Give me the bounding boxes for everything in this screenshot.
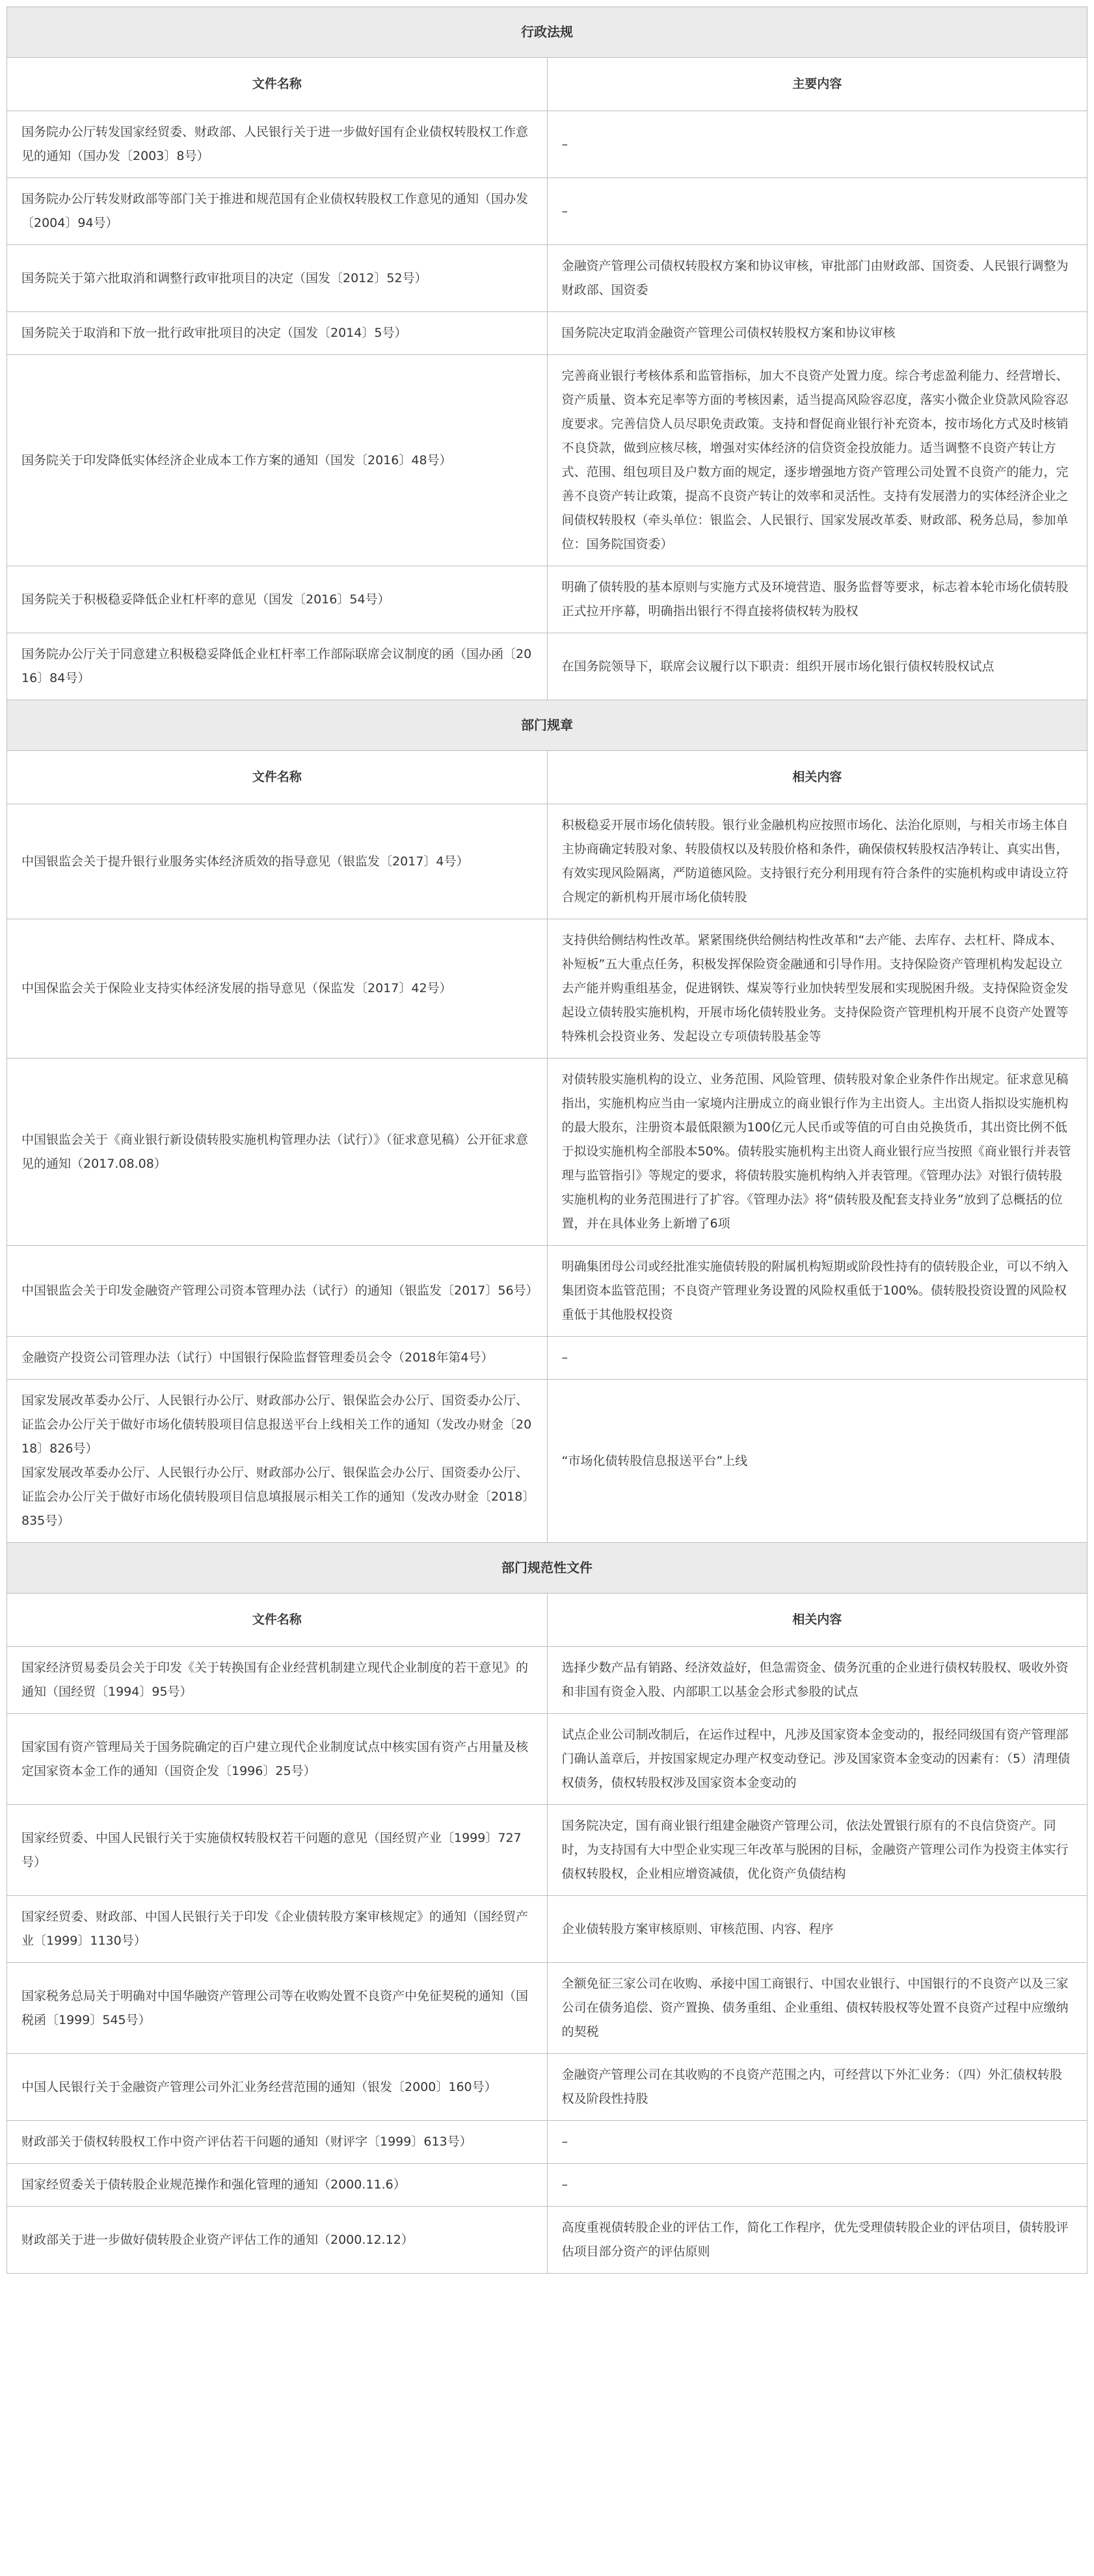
content-cell: 国务院决定，国有商业银行组建金融资产管理公司，依法处置银行原有的不良信贷资产。同时，为支持国有大中型企业实现三年改革与脱困的目标，金融资产管理公司作为投资主体实行债权转股权，企业相应增资减债，优化资产负债结构 [547,1805,1087,1896]
document-name-cell: 国家税务总局关于明确对中国华融资产管理公司等在收购处置不良资产中免征契税的通知（国税函〔1999〕545号） [7,1963,548,2054]
content-cell: 对债转股实施机构的设立、业务范围、风险管理、债转股对象企业条件作出规定。征求意见稿指出，实施机构应当由一家境内注册成立的商业银行作为主出资人。主出资人指拟设实施机构的最大股东，注册资本最低限额为100亿元人民币或等值的可自由兑换货币，其出资比例不低于拟设实施机构全部股本50%。债转股实施机构主出资人商业银行应当按照《商业银行并表管理与监管指引》等规定的要求，将债转股实施机构纳入并表管理。《管理办法》对银行债转股实施机构的业务范围进行了扩容。《管理办法》将“债转股及配套支持业务”放到了总概括的位置，并在具体业务上新增了6项 [547,1058,1087,1246]
table-row [7,1963,1087,2054]
section-header [7,7,1087,58]
table-row [7,1337,1087,1380]
content-cell: 明确了债转股的基本原则与实施方式及环境营造、服务监督等要求，标志着本轮市场化债转股正式拉开序幕，明确指出银行不得直接将债权转为股权 [547,566,1087,633]
table-row [7,178,1087,245]
table-row [7,2121,1087,2164]
table-row [7,1647,1087,1714]
document-name-cell: 国家经贸委关于债转股企业规范操作和强化管理的通知（2000.11.6） [7,2164,548,2207]
column-header-name: 文件名称 [7,58,548,111]
section-title: 部门规章 [7,700,1087,751]
table-row [7,111,1087,178]
content-cell: 金融资产管理公司在其收购的不良资产范围之内，可经营以下外汇业务：（四）外汇债权转股权及阶段性持股 [547,2054,1087,2121]
section-header [7,700,1087,751]
content-cell: – [547,178,1087,245]
table-row [7,2054,1087,2121]
document-name-cell: 国务院关于积极稳妥降低企业杠杆率的意见（国发〔2016〕54号） [7,566,548,633]
document-name-cell: 国务院关于取消和下放一批行政审批项目的决定（国发〔2014〕5号） [7,312,548,355]
content-cell: – [547,2164,1087,2207]
table-row [7,919,1087,1058]
document-name-cell: 国家国有资产管理局关于国务院确定的百户建立现代企业制度试点中核实国有资产占用量及核定国家资本金工作的通知（国资企发〔1996〕25号） [7,1714,548,1805]
document-name-cell: 财政部关于进一步做好债转股企业资产评估工作的通知（2000.12.12） [7,2207,548,2274]
table-row [7,633,1087,700]
content-cell: “市场化债转股信息报送平台”上线 [547,1380,1087,1543]
content-cell: 完善商业银行考核体系和监管指标，加大不良资产处置力度。综合考虑盈利能力、经营增长、资产质量、资本充足率等方面的考核因素，适当提高风险容忍度，落实小微企业贷款风险容忍度要求。完善信贷人员尽职免责政策。支持和督促商业银行补充资本，按市场化方式及时核销不良贷款，做到应核尽核，增强对实体经济的信贷资金投放能力。适当调整不良资产转让方式、范围、组包项目及户数方面的规定，逐步增强地方资产管理公司处置不良资产的能力，完善不良资产转让政策，提高不良资产转让的效率和灵活性。支持有发展潜力的实体经济企业之间债权转股权（牵头单位：银监会、人民银行、国家发展改革委、财政部、税务总局，参加单位：国务院国资委） [547,355,1087,566]
content-cell: – [547,111,1087,178]
table-row [7,245,1087,312]
content-cell: – [547,1337,1087,1380]
content-cell: 企业债转股方案审核原则、审核范围、内容、程序 [547,1896,1087,1963]
table-row [7,312,1087,355]
document-name-cell: 国务院办公厅转发财政部等部门关于推进和规范国有企业债权转股权工作意见的通知（国办发〔2004〕94号） [7,178,548,245]
document-name-cell: 国家发展改革委办公厅、人民银行办公厅、财政部办公厅、银保监会办公厅、国资委办公厅、证监会办公厅关于做好市场化债转股项目信息报送平台上线相关工作的通知（发改办财金〔2018〕826号） 国家发展改革委办公厅、人民银行办公厅、财政部办公厅、银保监会办公厅、国资委办公厅、证监会办公厅关于做好市场化债转股项目信息填报展示相关工作的通知（发改办财金〔2018〕835号） [7,1380,548,1543]
content-cell: – [547,2121,1087,2164]
column-header-content: 相关内容 [547,751,1087,804]
table-row [7,804,1087,919]
section-header [7,1543,1087,1594]
document-name-cell: 金融资产投资公司管理办法（试行）中国银行保险监督管理委员会令（2018年第4号） [7,1337,548,1380]
document-name-cell: 财政部关于债权转股权工作中资产评估若干问题的通知（财评字〔1999〕613号） [7,2121,548,2164]
table-row [7,2164,1087,2207]
document-name-cell: 国务院办公厅关于同意建立积极稳妥降低企业杠杆率工作部际联席会议制度的函（国办函〔2016〕84号） [7,633,548,700]
content-cell: 国务院决定取消金融资产管理公司债权转股权方案和协议审核 [547,312,1087,355]
document-name-cell: 国务院办公厅转发国家经贸委、财政部、人民银行关于进一步做好国有企业债权转股权工作意见的通知（国办发〔2003〕8号） [7,111,548,178]
table-row [7,1058,1087,1246]
table-row [7,1805,1087,1896]
column-header-row [7,1594,1087,1647]
section-title: 部门规范性文件 [7,1543,1087,1594]
content-cell: 金融资产管理公司债权转股权方案和协议审核，审批部门由财政部、国资委、人民银行调整为财政部、国资委 [547,245,1087,312]
document-name-cell: 中国银监会关于印发金融资产管理公司资本管理办法（试行）的通知（银监发〔2017〕56号） [7,1246,548,1337]
table-row [7,2207,1087,2274]
document-name-cell: 中国保监会关于保险业支持实体经济发展的指导意见（保监发〔2017〕42号） [7,919,548,1058]
content-cell: 全额免征三家公司在收购、承接中国工商银行、中国农业银行、中国银行的不良资产以及三家公司在债务追偿、资产置换、债务重组、企业重组、债权转股权等处置不良资产过程中应缴纳的契税 [547,1963,1087,2054]
column-header-row [7,751,1087,804]
column-header-content: 相关内容 [547,1594,1087,1647]
column-header-content: 主要内容 [547,58,1087,111]
content-cell: 在国务院领导下，联席会议履行以下职责：组织开展市场化银行债权转股权试点 [547,633,1087,700]
regulations-table [7,7,1087,2274]
table-row [7,1246,1087,1337]
document-name-cell: 中国银监会关于《商业银行新设债转股实施机构管理办法（试行）》（征求意见稿）公开征求意见的通知（2017.08.08） [7,1058,548,1246]
column-header-name: 文件名称 [7,751,548,804]
table-row [7,1380,1087,1543]
table-row [7,355,1087,566]
document-name-cell: 国务院关于印发降低实体经济企业成本工作方案的通知（国发〔2016〕48号） [7,355,548,566]
document-name-cell: 中国银监会关于提升银行业服务实体经济质效的指导意见（银监发〔2017〕4号） [7,804,548,919]
document-name-cell: 国家经贸委、财政部、中国人民银行关于印发《企业债转股方案审核规定》的通知（国经贸产业〔1999〕1130号） [7,1896,548,1963]
document-name-cell: 国家经贸委、中国人民银行关于实施债权转股权若干问题的意见（国经贸产业〔1999〕727号） [7,1805,548,1896]
content-cell: 支持供给侧结构性改革。紧紧围绕供给侧结构性改革和“去产能、去库存、去杠杆、降成本、补短板”五大重点任务，积极发挥保险资金融通和引导作用。支持保险资产管理机构发起设立去产能并购重组基金，促进钢铁、煤炭等行业加快转型发展和实现脱困升级。支持保险资金发起设立债转股实施机构，开展市场化债转股业务。支持保险资产管理机构开展不良资产处置等特殊机会投资业务、发起设立专项债转股基金等 [547,919,1087,1058]
table-row [7,566,1087,633]
document-name-cell: 中国人民银行关于金融资产管理公司外汇业务经营范围的通知（银发〔2000〕160号） [7,2054,548,2121]
document-name-cell: 国家经济贸易委员会关于印发《关于转换国有企业经营机制建立现代企业制度的若干意见》的通知（国经贸〔1994〕95号） [7,1647,548,1714]
content-cell: 选择少数产品有销路、经济效益好，但急需资金、债务沉重的企业进行债权转股权、吸收外资和非国有资金入股、内部职工以基金会形式参股的试点 [547,1647,1087,1714]
document-name-cell: 国务院关于第六批取消和调整行政审批项目的决定（国发〔2012〕52号） [7,245,548,312]
table-row [7,1896,1087,1963]
content-cell: 积极稳妥开展市场化债转股。银行业金融机构应按照市场化、法治化原则，与相关市场主体自主协商确定转股对象、转股债权以及转股价格和条件，确保债权转股权洁净转让、真实出售，有效实现风险隔离，严防道德风险。支持银行充分利用现有符合条件的实施机构或申请设立符合规定的新机构开展市场化债转股 [547,804,1087,919]
content-cell: 试点企业公司制改制后，在运作过程中，凡涉及国家资本金变动的，报经同级国有资产管理部门确认盖章后，并按国家规定办理产权变动登记。涉及国家资本金变动的因素有：（5）清理债权债务，债权转股权涉及国家资本金变动的 [547,1714,1087,1805]
regulations-document [7,7,1087,2274]
section-title: 行政法规 [7,7,1087,58]
column-header-row [7,58,1087,111]
content-cell: 高度重视债转股企业的评估工作，简化工作程序，优先受理债转股企业的评估项目，债转股评估项目部分资产的评估原则 [547,2207,1087,2274]
content-cell: 明确集团母公司或经批准实施债转股的附属机构短期或阶段性持有的债转股企业，可以不纳入集团资本监管范围；不良资产管理业务设置的风险权重低于100%。债转股投资设置的风险权重低于其他股权投资 [547,1246,1087,1337]
column-header-name: 文件名称 [7,1594,548,1647]
table-row [7,1714,1087,1805]
